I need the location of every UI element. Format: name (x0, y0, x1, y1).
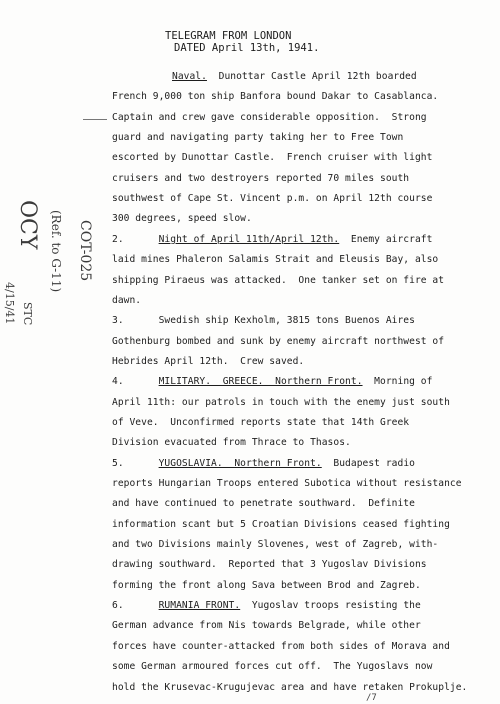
body-line-text: 3. Swedish ship Kexholm, 3815 tons Buenos Aires (112, 315, 415, 326)
body-line-text: cruisers and two destroyers reported 70 miles south (112, 173, 410, 184)
body-line (112, 498, 415, 510)
body-line-text: 4. (112, 376, 159, 387)
body-line-text: 300 degrees, speed slow. (112, 213, 252, 224)
body-line-text: 6. (112, 600, 159, 611)
body-line-underlined: YUGOSLAVIA. Northern Front. (158, 458, 322, 469)
body-line-text: 5. (112, 458, 159, 469)
body-line (112, 519, 450, 531)
body-line-text: forming the front along Sava between Brod and Zagreb. (112, 580, 421, 591)
body-line (112, 559, 427, 571)
body-line-text: Division evacuated from Thrace to Thasos. (112, 437, 351, 448)
body-line (112, 336, 444, 348)
body-line-text: April 11th: our patrols in touch with the enemy just south (112, 397, 450, 408)
body-line (112, 152, 432, 164)
body-line-underlined: Naval. (172, 71, 207, 82)
body-line-text: southwest of Cape St. Vincent p.m. on April 12th course (112, 193, 433, 204)
body-line (112, 580, 421, 592)
body-line (112, 193, 432, 205)
body-line (112, 437, 351, 449)
body-line (112, 641, 450, 653)
body-line-text: shipping Piraeus was attacked. One tanker set on fire at (112, 275, 445, 286)
telegram-title: TELEGRAM FROM LONDON (165, 30, 292, 42)
body-line (112, 112, 427, 124)
body-line (112, 254, 438, 266)
body-line-text-tail: Yugoslav troops resisting the (240, 600, 421, 611)
body-line-text: information scant but 5 Croatian Divisions ceased fighting (112, 519, 450, 530)
body-line (112, 376, 432, 388)
body-line (112, 682, 467, 694)
body-line (112, 356, 304, 368)
body-line (112, 478, 462, 490)
body-line-text: of Veve. Unconfirmed reports state that 14th Greek (112, 417, 410, 428)
body-line-text: escorted by Dunottar Castle. French cruiser with light (112, 152, 433, 163)
body-line-text: drawing southward. Reported that 3 Yugoslav Divisions (112, 559, 427, 570)
body-line (112, 91, 438, 103)
body-line (112, 539, 438, 551)
body-line (172, 71, 417, 83)
body-line (112, 417, 409, 429)
body-line-text: 2. (112, 234, 159, 245)
body-line-text: dawn. (112, 295, 142, 306)
body-line (112, 397, 450, 409)
body-line-text: Hebrides April 12th. Crew saved. (112, 356, 305, 367)
body-line-underlined: MILITARY. GREECE. Northern Front. (158, 376, 363, 387)
telegram-date: DATED April 13th, 1941. (174, 42, 320, 54)
body-line (112, 315, 415, 327)
body-line (112, 173, 409, 185)
body-line (112, 275, 444, 287)
body-line-text: hold the Krusevac-Krugujevac area and have retaken Prokuplje. (112, 682, 468, 693)
body-line-text: some German armoured forces cut off. The Yugoslavs now (112, 661, 433, 672)
body-line-text: and have continued to penetrate southward. Definite (112, 498, 415, 509)
body-line-text: laid mines Phaleron Salamis Strait and Eleusis Bay, also (112, 254, 439, 265)
page-mark: /7 (366, 693, 377, 703)
body-line-text-tail: Enemy aircraft (339, 234, 433, 245)
body-line (112, 458, 415, 470)
body-line-text: reports Hungarian Troops entered Subotica without resistance (112, 478, 462, 489)
body-line-text: guard and navigating party taking her to Free Town (112, 132, 404, 143)
body-line-text: and two Divisions mainly Slovenes, west of Zagreb, with- (112, 539, 439, 550)
body-line (112, 213, 252, 225)
body-line (112, 234, 432, 246)
margin-note-1: OCY (15, 200, 40, 250)
margin-dash (83, 119, 107, 120)
body-line (112, 132, 403, 144)
margin-note-3: COT-025 (77, 220, 93, 282)
margin-note-5: STC (21, 302, 34, 326)
body-line-text: Gothenburg bombed and sunk by enemy aircraft northwest of (112, 336, 445, 347)
body-line-underlined: Night of April 11th/April 12th. (158, 234, 340, 245)
body-line-underlined: RUMANIA FRONT. (158, 600, 241, 611)
body-line-text: forces have counter-attacked from both sides of Morava and (112, 641, 450, 652)
body-line-text-tail: Dunottar Castle April 12th boarded (206, 71, 417, 82)
margin-note-4: 4/15/41 (3, 282, 16, 325)
body-line-text-tail: Morning of (362, 376, 433, 387)
body-line-text: French 9,000 ton ship Banfora bound Dakar to Casablanca. (112, 91, 439, 102)
body-line-text-tail: Budapest radio (321, 458, 415, 469)
body-line (112, 600, 421, 612)
margin-note-2: (Ref. to G-11) (49, 210, 63, 293)
body-line (112, 295, 141, 307)
body-line-text: German advance from Nis towards Belgrade, while other (112, 620, 421, 631)
body-line (112, 661, 432, 673)
body-line-text: Captain and crew gave considerable opposition. Strong (112, 112, 427, 123)
body-line (112, 620, 421, 632)
